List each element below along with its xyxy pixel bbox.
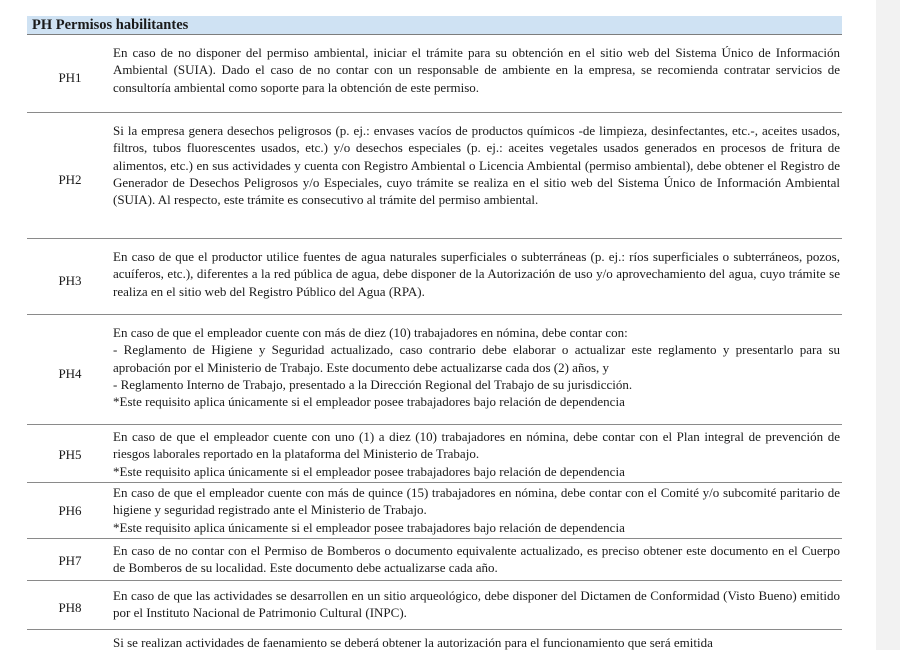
description-line: - Reglamento de Higiene y Seguridad actualizado, caso contrario debe elaborar o actualizar este reglamento y presentarlo para su aprobación por el Ministerio de Trabajo. Este documento debe actualizarse cada dos (2) años, y [113,342,840,375]
row-description [113,634,842,650]
row-code: PH7 [58,553,82,568]
description-line: En caso de que el empleador cuente con más de quince (15) trabajadores en nómina, debe contar con el Comité y/o subcomité paritario de higiene y seguridad registrado ante el Ministerio de Trabajo. [113,485,840,518]
description-line: Si la empresa genera desechos peligrosos (p. ej.: envases vacíos de productos químicos -de limpieza, desinfectantes, etc.-, aceites usados, filtros, tubos fluorescentes usados, etc.) y/o desechos especiales (p. ej.: aceites vegetales usados generados en procesos de fritura de alimentos, etc.) en sus actividades y cuenta con Registro Ambiental o Licencia Ambiental (permiso ambiental), debe obtener el Registro de Generador de Desechos Peligrosos y/o Especiales, cuyo trámite se realiza en el sitio web del Sistema Único de Información Ambiental (SUIA). Al respecto, este trámite es consecutivo al trámite del permiso ambiental. [113,123,840,208]
row-code [27,634,113,650]
description-line: Si se realizan actividades de faenamiento se deberá obtener la autorización para el funcionamiento que será emitida [113,635,713,650]
row-code: PH6 [58,503,82,518]
table-row [27,483,842,539]
description-line: - Reglamento Interno de Trabajo, presentado a la Dirección Regional del Trabajo de su jurisdicción. [113,376,633,392]
permits-table [27,16,842,650]
description-line: *Este requisito aplica únicamente si el empleador posee trabajadores bajo relación de dependencia [113,394,625,410]
row-description [113,122,842,238]
section-title: PH Permisos habilitantes [27,16,842,35]
row-description [113,587,842,629]
description-line: En caso de que el empleador cuente con más de diez (10) trabajadores en nómina, debe contar con: [113,325,628,340]
row-description [113,248,842,314]
table-row [27,539,842,581]
description-line: En caso de que el empleador cuente con uno (1) a diez (10) trabajadores en nómina, debe contar con el Plan integral de prevención de riesgos laborales reportado en la plataforma del Ministerio de Trabajo. [113,429,840,462]
row-code: PH5 [58,447,82,462]
row-code: PH1 [58,70,82,85]
table-row [27,315,842,425]
description-line: En caso de que las actividades se desarrollen en un sitio arqueológico, debe disponer del Dictamen de Conformidad (Visto Bueno) emitido por el Instituto Nacional de Patrimonio Cultural (INPC). [113,588,840,621]
row-code: PH4 [58,366,82,381]
table-row [27,581,842,630]
row-description [113,542,842,580]
row-description [113,428,842,482]
row-description [113,324,842,424]
row-code: PH2 [58,172,82,187]
table-row [27,239,842,315]
description-line: En caso de que el productor utilice fuentes de agua naturales superficiales o subterráneas (p. ej.: ríos superficiales o subterráneos, pozos, acuíferos, etc.), diferentes a la red pública de agua, debe disponer de la Autorización de uso y/o aprovechamiento del agua, cuyo trámite se realiza en el sitio web del Registro Público del Agua (RPA). [113,249,840,299]
row-description [113,44,842,112]
description-line: En caso de no disponer del permiso ambiental, iniciar el trámite para su obtención en el sitio web del Sistema Único de Información Ambiental (SUIA). Dado el caso de no contar con un responsable de ambiente en la empresa, se recomienda contratar servicios de consultoría ambiental como soporte para la obtención de este permiso. [113,45,840,95]
description-line: En caso de no contar con el Permiso de Bomberos o documento equivalente actualizado, es preciso obtener este documento en el Cuerpo de Bomberos de su localidad. Este documento debe actualizarse cada año. [113,543,840,576]
row-code: PH3 [58,273,82,288]
row-code: PH8 [58,600,82,615]
table-row [27,630,842,650]
table-row [27,425,842,483]
table-row [27,35,842,113]
description-line: *Este requisito aplica únicamente si el empleador posee trabajadores bajo relación de dependencia [113,519,625,535]
row-description [113,484,842,538]
table-row [27,113,842,239]
description-line: *Este requisito aplica únicamente si el empleador posee trabajadores bajo relación de dependencia [113,463,625,479]
